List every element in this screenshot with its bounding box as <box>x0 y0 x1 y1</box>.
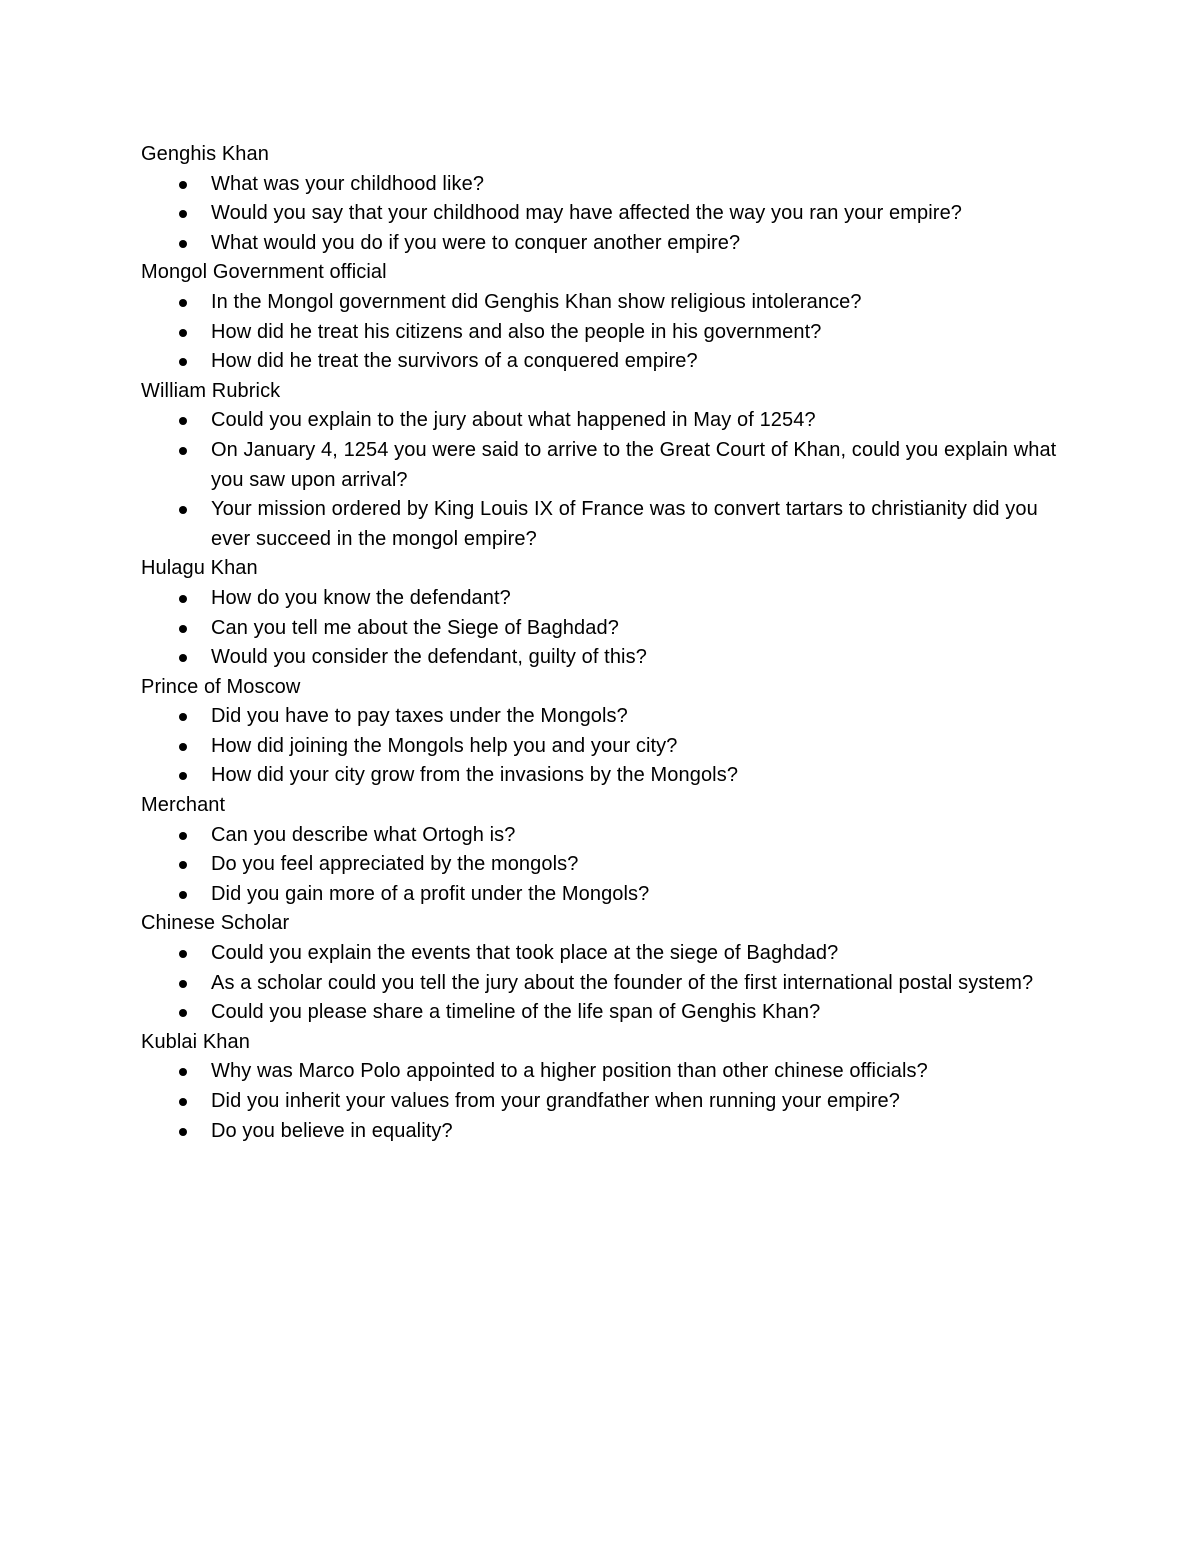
question-item: Would you consider the defendant, guilty of this? <box>211 643 1076 673</box>
question-item: Can you tell me about the Siege of Baghdad? <box>211 614 1076 644</box>
question-item: Could you explain to the jury about what happened in May of 1254? <box>211 406 1076 436</box>
question-item: Did you have to pay taxes under the Mongols? <box>211 702 1076 732</box>
question-item: How did he treat his citizens and also the people in his government? <box>211 318 1076 348</box>
section-title: Merchant <box>141 794 226 817</box>
section-hulagu-khan <box>141 554 1076 672</box>
section-title: William Rubrick <box>141 379 281 402</box>
section-genghis-khan <box>141 140 1076 258</box>
question-item: Why was Marco Polo appointed to a higher position than other chinese officials? <box>211 1057 1076 1087</box>
question-item: How do you know the defendant? <box>211 584 1076 614</box>
question-list <box>141 288 1076 377</box>
section-title: Mongol Government official <box>141 261 387 284</box>
question-item: Would you say that your childhood may have affected the way you ran your empire? <box>211 199 1076 229</box>
question-item: What would you do if you were to conquer another empire? <box>211 229 1076 259</box>
document-body <box>141 140 1076 1146</box>
section-mongol-government-official <box>141 258 1076 376</box>
question-item: Can you describe what Ortogh is? <box>211 821 1076 851</box>
question-item: As a scholar could you tell the jury about the founder of the first international postal system? <box>211 969 1076 999</box>
section-kublai-khan <box>141 1028 1076 1146</box>
question-list <box>141 702 1076 791</box>
question-list <box>141 939 1076 1028</box>
section-william-rubrick <box>141 377 1076 555</box>
question-item: On January 4, 1254 you were said to arrive to the Great Court of Khan, could you explain what you saw upon arrival? <box>211 436 1076 495</box>
question-item: What was your childhood like? <box>211 170 1076 200</box>
question-item: Your mission ordered by King Louis IX of France was to convert tartars to christianity did you ever succeed in the mongol empire? <box>211 495 1076 554</box>
question-item: In the Mongol government did Genghis Khan show religious intolerance? <box>211 288 1076 318</box>
question-list <box>141 170 1076 259</box>
question-item: How did joining the Mongols help you and your city? <box>211 732 1076 762</box>
section-merchant <box>141 791 1076 909</box>
question-list <box>141 406 1076 554</box>
question-list <box>141 1057 1076 1146</box>
question-item: Could you please share a timeline of the life span of Genghis Khan? <box>211 998 1076 1028</box>
question-item: How did your city grow from the invasions by the Mongols? <box>211 761 1076 791</box>
section-title: Hulagu Khan <box>141 557 258 580</box>
question-item: Could you explain the events that took place at the siege of Baghdad? <box>211 939 1076 969</box>
question-list <box>141 584 1076 673</box>
question-list <box>141 821 1076 910</box>
question-item: Do you feel appreciated by the mongols? <box>211 850 1076 880</box>
section-chinese-scholar <box>141 909 1076 1027</box>
section-title: Prince of Moscow <box>141 675 301 698</box>
section-title: Genghis Khan <box>141 143 269 165</box>
question-item: Do you believe in equality? <box>211 1117 1076 1147</box>
section-title: Kublai Khan <box>141 1030 250 1053</box>
question-item: Did you inherit your values from your grandfather when running your empire? <box>211 1087 1076 1117</box>
question-item: Did you gain more of a profit under the Mongols? <box>211 880 1076 910</box>
section-prince-of-moscow <box>141 673 1076 791</box>
section-title: Chinese Scholar <box>141 912 290 935</box>
question-item: How did he treat the survivors of a conquered empire? <box>211 347 1076 377</box>
